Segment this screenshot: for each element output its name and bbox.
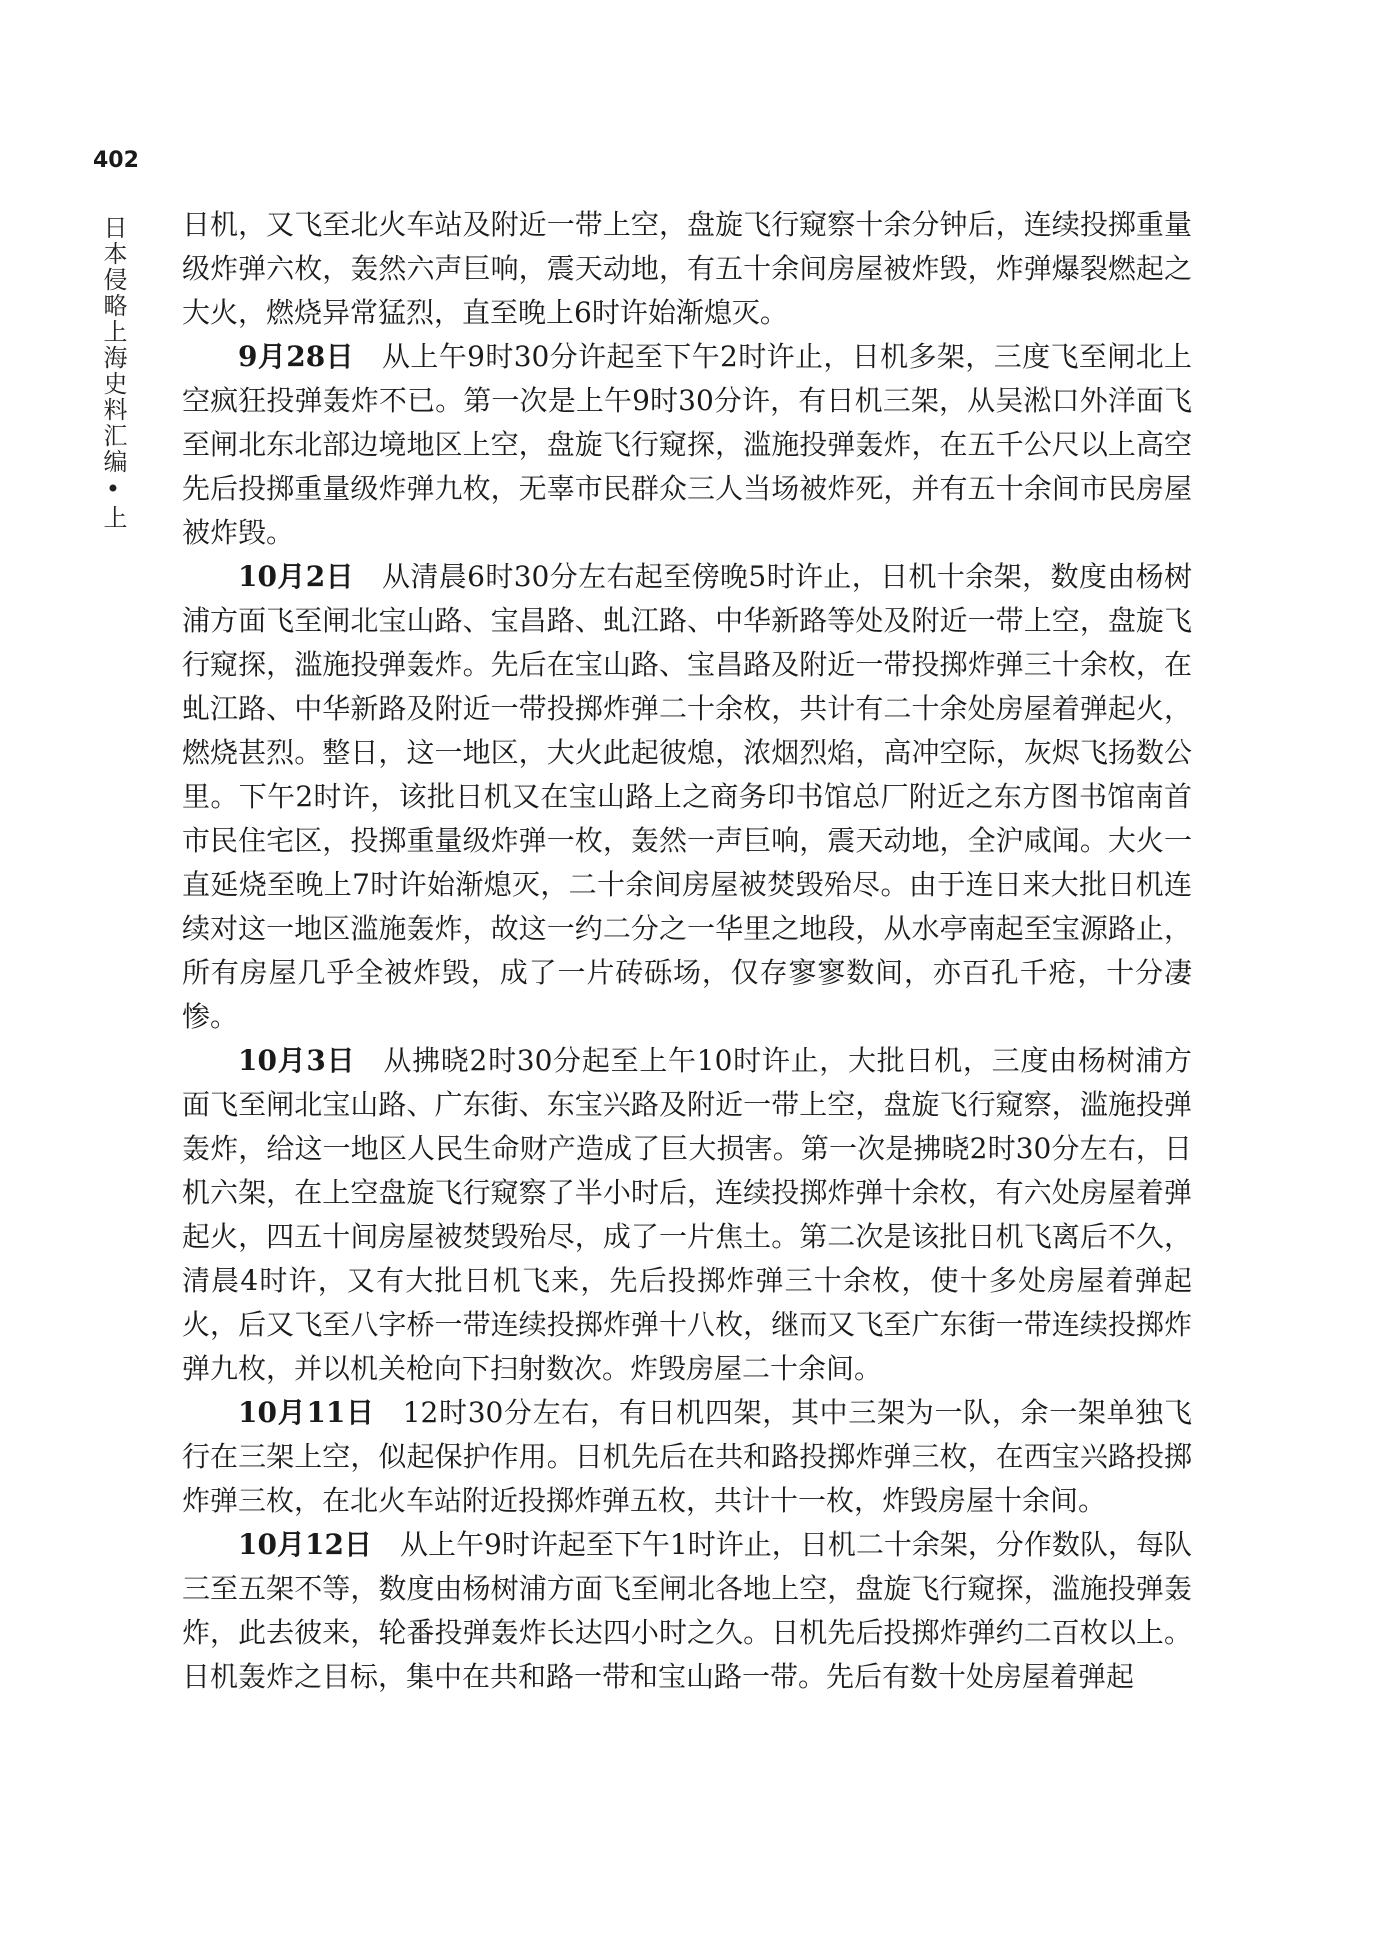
paragraph-4 [182,1391,1192,1523]
paragraph-4-text: 12时30分左右，有日机四架，其中三架为一队，余一架单独飞行在三架上空，似起保护作用。日机先后在共和路投掷炸弹三枚，在西宝兴路投掷炸弹三枚，在北火车站附近投掷炸弹五枚，共计十一枚，炸毁房屋十余间。 [182,1396,1192,1517]
entry-date: 10月2日 [238,560,354,593]
paragraph-1-text: 从上午9时30分许起至下午2时许止，日机多架，三度飞至闸北上空疯狂投弹轰炸不已。第一次是上午9时30分许，有日机三架，从吴淞口外洋面飞至闸北东北部边境地区上空，盘旋飞行窥探，滥施投弹轰炸，在五千公尺以上高空先后投掷重量级炸弹九枚，无辜市民群众三人当场被炸死，并有五十余间市民房屋被炸毁。 [182,340,1192,549]
page-body [182,203,1192,1699]
running-head: 日本侵略上海史料汇编•上 [99,215,127,531]
entry-date: 10月11日 [238,1396,375,1429]
paragraph-2-text: 从清晨6时30分左右起至傍晚5时许止，日机十余架，数度由杨树浦方面飞至闸北宝山路、宝昌路、虬江路、中华新路等处及附近一带上空，盘旋飞行窥探，滥施投弹轰炸。先后在宝山路、宝昌路及附近一带投掷炸弹三十余枚，在虬江路、中华新路及附近一带投掷炸弹二十余枚，共计有二十余处房屋着弹起火，燃烧甚烈。整日，这一地区，大火此起彼熄，浓烟烈焰，高冲空际，灰烬飞扬数公里。下午2时许，该批日机又在宝山路上之商务印书馆总厂附近之东方图书馆南首市民住宅区，投掷重量级炸弹一枚，轰然一声巨响，震天动地，全沪咸闻。大火一直延烧至晚上7时许始渐熄灭，二十余间房屋被焚毁殆尽。由于连日来大批日机连续对这一地区滥施轰炸，故这一约二分之一华里之地段，从水亭南起至宝源路止，所有房屋几乎全被炸毁，成了一片砖砾场，仅存寥寥数间，亦百孔千疮，十分凄惨。 [182,560,1192,1033]
paragraph-2 [182,555,1192,1039]
paragraph-0 [182,203,1192,335]
paragraph-5 [182,1523,1192,1699]
paragraph-1 [182,335,1192,555]
entry-date: 10月12日 [238,1528,372,1561]
page-number: 402 [93,148,139,173]
entry-date: 9月28日 [238,340,354,373]
entry-date: 10月3日 [238,1044,356,1077]
paragraph-5-text: 从上午9时许起至下午1时许止，日机二十余架，分作数队，每队三至五架不等，数度由杨树浦方面飞至闸北各地上空，盘旋飞行窥探，滥施投弹轰炸，此去彼来，轮番投弹轰炸长达四小时之久。日机先后投掷炸弹约二百枚以上。日机轰炸之目标，集中在共和路一带和宝山路一带。先后有数十处房屋着弹起 [182,1528,1192,1693]
paragraph-3-text: 从拂晓2时30分起至上午10时许止，大批日机，三度由杨树浦方面飞至闸北宝山路、广东街、东宝兴路及附近一带上空，盘旋飞行窥察，滥施投弹轰炸，给这一地区人民生命财产造成了巨大损害。第一次是拂晓2时30分左右，日机六架，在上空盘旋飞行窥察了半小时后，连续投掷炸弹十余枚，有六处房屋着弹起火，四五十间房屋被焚毁殆尽，成了一片焦土。第二次是该批日机飞离后不久，清晨4时许，又有大批日机飞来，先后投掷炸弹三十余枚，使十多处房屋着弹起火，后又飞至八字桥一带连续投掷炸弹十八枚，继而又飞至广东街一带连续投掷炸弹九枚，并以机关枪向下扫射数次。炸毁房屋二十余间。 [182,1044,1193,1385]
paragraph-0-text: 日机，又飞至北火车站及附近一带上空，盘旋飞行窥察十余分钟后，连续投掷重量级炸弹六枚，轰然六声巨响，震天动地，有五十余间房屋被炸毁，炸弹爆裂燃起之大火，燃烧异常猛烈，直至晚上6时许始渐熄灭。 [182,208,1192,329]
paragraph-3 [182,1039,1192,1391]
